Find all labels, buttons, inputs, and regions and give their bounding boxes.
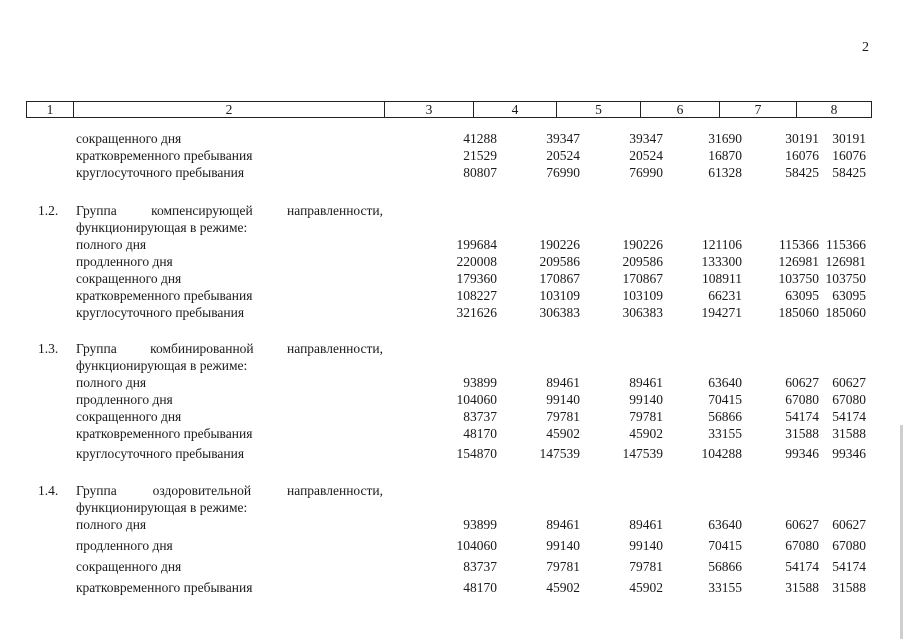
table-row [26,130,871,147]
cell-col7: 185060 [778,305,819,320]
cell-col5: 99140 [629,392,663,407]
section-number: 1.3. [38,341,59,356]
row-label: сокращенного дня [76,409,182,424]
cell-col7: 126981 [778,254,819,269]
cell-col8: 115366 [826,237,866,252]
cell-col3: 41288 [463,131,497,146]
row-label: круглосуточного пребывания [76,305,245,320]
cell-col7: 60627 [785,375,819,390]
section-subtitle: функционирующая в режиме: [76,358,248,373]
row-label: круглосуточного пребывания [76,446,245,461]
cell-col7: 31588 [785,426,819,441]
cell-col6: 16870 [708,148,742,163]
cell-col4: 79781 [546,409,580,424]
cell-col5: 79781 [629,409,663,424]
cell-col5: 45902 [629,580,663,595]
page-number: 2 [862,40,869,55]
row-label: кратковременного пребывания [76,426,253,441]
cell-col6: 33155 [708,580,742,595]
cell-col4: 39347 [546,131,580,146]
cell-col4: 79781 [546,559,580,574]
cell-col3: 104060 [456,538,497,553]
cell-col6: 104288 [701,446,742,461]
cell-col8: 30191 [832,131,866,146]
cell-col7: 67080 [785,538,819,553]
column-header-8: 8 [797,102,872,118]
section-subheading [26,499,871,516]
cell-col4: 20524 [546,148,580,163]
cell-col5: 190226 [622,237,663,252]
cell-col3: 93899 [463,375,497,390]
column-header-7: 7 [720,102,797,118]
table-row [26,253,871,270]
cell-col6: 70415 [708,538,742,553]
cell-col8: 54174 [832,409,866,424]
cell-col4: 147539 [539,446,580,461]
cell-col8: 126981 [825,254,866,269]
cell-col3: 321626 [456,305,497,320]
section-subtitle: функционирующая в режиме: [76,220,248,235]
cell-col5: 99140 [629,538,663,553]
cell-col6: 66231 [708,288,742,303]
cell-col6: 70415 [708,392,742,407]
column-header-6: 6 [641,102,720,118]
cell-col3: 83737 [463,559,497,574]
row-label: сокращенного дня [76,559,182,574]
column-header-4: 4 [474,102,557,118]
section-title: Группа компенсирующей направленности, [76,203,383,218]
cell-col7: 60627 [785,517,819,532]
column-header-2: 2 [74,102,385,118]
cell-col5: 209586 [622,254,663,269]
cell-col3: 199684 [456,237,497,252]
cell-col3: 108227 [456,288,497,303]
cell-col4: 76990 [546,165,580,180]
table-row [26,408,871,425]
section-heading [26,482,871,499]
table-body [26,130,871,596]
cell-col4: 99140 [546,392,580,407]
table-row [26,391,871,408]
cell-col5: 306383 [622,305,663,320]
cell-col4: 89461 [546,375,580,390]
section-subtitle: функционирующая в режиме: [76,500,248,515]
cell-col3: 93899 [463,517,497,532]
cell-col4: 99140 [546,538,580,553]
cell-col3: 21529 [463,148,497,163]
cell-col8: 31588 [832,580,866,595]
section-number: 1.4. [38,483,59,498]
table-row [26,537,871,554]
cell-col8: 185060 [825,305,866,320]
cell-col3: 48170 [463,426,497,441]
cell-col5: 147539 [622,446,663,461]
cell-col8: 103750 [825,271,866,286]
section-subheading [26,219,871,236]
cell-col6: 61328 [708,165,742,180]
table-row [26,287,871,304]
row-label: кратковременного пребывания [76,580,253,595]
cell-col6: 56866 [708,409,742,424]
cell-col8: 67080 [832,392,866,407]
cell-col7: 115366 [779,237,819,252]
table-row [26,164,871,181]
cell-col6: 56866 [708,559,742,574]
cell-col4: 170867 [539,271,580,286]
table-row [26,304,871,321]
cell-col5: 89461 [629,375,663,390]
cell-col7: 58425 [785,165,819,180]
cell-col6: 33155 [708,426,742,441]
cell-col8: 16076 [832,148,866,163]
cell-col3: 220008 [456,254,497,269]
cell-col4: 45902 [546,580,580,595]
cell-col5: 103109 [622,288,663,303]
cell-col7: 30191 [785,131,819,146]
cell-col6: 121106 [702,237,742,252]
table-row [26,425,871,442]
section-heading [26,340,871,357]
cell-col6: 63640 [708,375,742,390]
row-label: кратковременного пребывания [76,288,253,303]
row-label: полного дня [76,375,147,390]
table-row [26,558,871,575]
cell-col5: 39347 [629,131,663,146]
column-header-table [26,101,872,118]
column-header-3: 3 [385,102,474,118]
section-heading [26,202,871,219]
cell-col4: 103109 [539,288,580,303]
cell-col3: 154870 [456,446,497,461]
cell-col7: 67080 [785,392,819,407]
cell-col8: 31588 [832,426,866,441]
row-label: полного дня [76,237,147,252]
column-header-1: 1 [27,102,74,118]
row-label: продленного дня [76,538,173,553]
cell-col5: 20524 [629,148,663,163]
cell-col8: 60627 [832,517,866,532]
table-row [26,270,871,287]
table-row [26,579,871,596]
cell-col7: 54174 [785,559,819,574]
cell-col6: 108911 [702,271,742,286]
cell-col7: 16076 [785,148,819,163]
cell-col4: 89461 [546,517,580,532]
cell-col6: 133300 [701,254,742,269]
row-label: сокращенного дня [76,131,182,146]
cell-col6: 31690 [708,131,742,146]
cell-col8: 58425 [832,165,866,180]
cell-col3: 80807 [463,165,497,180]
cell-col3: 179360 [456,271,497,286]
row-label: полного дня [76,517,147,532]
cell-col5: 76990 [629,165,663,180]
cell-col7: 54174 [785,409,819,424]
cell-col3: 48170 [463,580,497,595]
section-title: Группа оздоровительной направленности, [76,483,383,498]
cell-col4: 306383 [539,305,580,320]
cell-col4: 209586 [539,254,580,269]
table-row [26,236,871,253]
cell-col3: 104060 [456,392,497,407]
cell-col5: 170867 [622,271,663,286]
cell-col5: 89461 [629,517,663,532]
table-row [26,374,871,391]
cell-col7: 103750 [778,271,819,286]
cell-col5: 45902 [629,426,663,441]
section-title: Группа комбинированной направленности, [76,341,383,356]
section-subheading [26,357,871,374]
cell-col4: 190226 [539,237,580,252]
cell-col7: 63095 [785,288,819,303]
section-number: 1.2. [38,203,59,218]
row-label: продленного дня [76,392,173,407]
cell-col6: 63640 [708,517,742,532]
row-label: продленного дня [76,254,173,269]
cell-col8: 54174 [832,559,866,574]
cell-col7: 31588 [785,580,819,595]
cell-col3: 83737 [463,409,497,424]
cell-col7: 99346 [785,446,819,461]
table-row [26,516,871,533]
cell-col4: 45902 [546,426,580,441]
cell-col6: 194271 [701,305,742,320]
cell-col8: 60627 [832,375,866,390]
cell-col8: 99346 [832,446,866,461]
cell-col5: 79781 [629,559,663,574]
cell-col8: 67080 [832,538,866,553]
table-row [26,147,871,164]
row-label: кратковременного пребывания [76,148,253,163]
table-row [26,445,871,462]
column-header-5: 5 [557,102,641,118]
cell-col8: 63095 [832,288,866,303]
row-label: сокращенного дня [76,271,182,286]
row-label: круглосуточного пребывания [76,165,245,180]
